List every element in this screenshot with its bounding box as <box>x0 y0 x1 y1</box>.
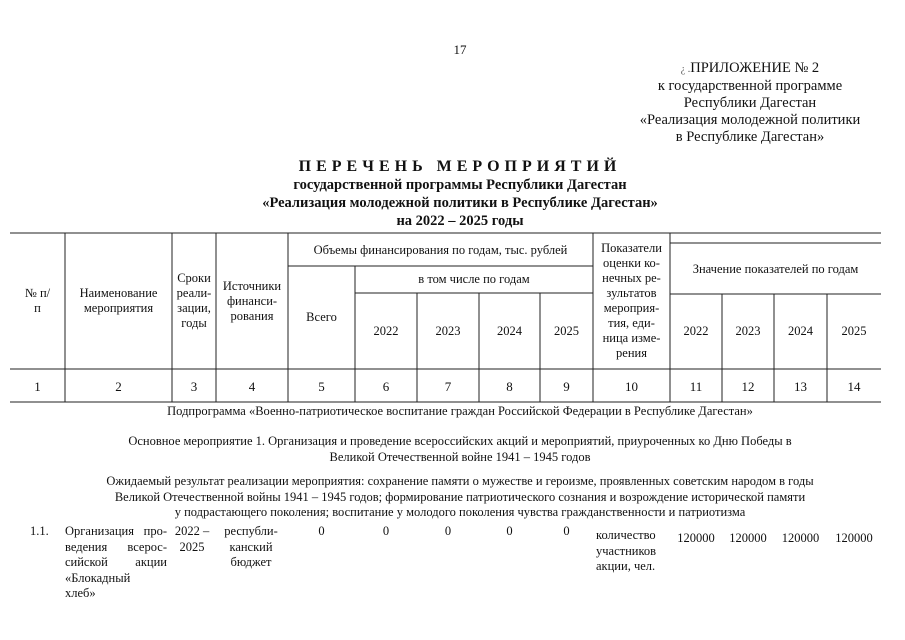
row-source: республи- канский бюджет <box>224 524 278 569</box>
header-sources: Источники финанси-рования <box>222 278 282 323</box>
col-number: 3 <box>190 378 198 394</box>
row-value-2022: 120000 <box>677 531 715 545</box>
col-number: 1 <box>34 378 41 394</box>
title-line-4: на 2022 – 2025 годы <box>396 213 524 229</box>
header-by-year: в том числе по годам <box>418 272 530 286</box>
row-value-2024: 120000 <box>781 531 820 545</box>
header-indicators: Показатели оценки ко-нечных ре-зультатов мероприя-тия, еди-ница изме-рения <box>601 241 662 360</box>
row-2024: 0 <box>506 524 513 538</box>
subprogram-heading: Подпрограмма «Военно-патриотическое воспитание граждан Российской Федерации в Республике Дагестан» <box>167 404 753 418</box>
row-indicator: количество участников акции, чел. <box>596 528 657 573</box>
col-number: 10 <box>625 378 638 394</box>
header-ind-year-2024: 2024 <box>788 324 813 338</box>
appendix-line-1: ¿ .ПРИЛОЖЕНИЕ № 2 <box>680 60 820 76</box>
header-ind-year-2023: 2023 <box>735 324 761 338</box>
page-number: 17 <box>453 42 467 57</box>
header-year-2025: 2025 <box>554 323 579 338</box>
main-event-heading: Основное мероприятие 1. Организация и проведение всероссийских акций и мероприятий, приуроченных ко Дню Победы в Великой Отечественной войне 1941 – 1945 годов <box>128 434 792 464</box>
col-number: 9 <box>563 378 570 394</box>
row-total: 0 <box>318 524 325 538</box>
col-number: 12 <box>741 378 755 394</box>
header-indicator-values: Значение показателей по годам <box>692 261 859 276</box>
col-number: 7 <box>444 378 452 394</box>
row-terms: 2022 – 2025 <box>174 524 210 554</box>
title-line-3: «Реализация молодежной политики в Республике Дагестан» <box>262 195 658 211</box>
header-year-2022: 2022 <box>373 323 399 338</box>
row-value-2023: 120000 <box>729 531 767 545</box>
row-value-2025: 120000 <box>835 531 873 545</box>
appendix-line-2: к государственной программе <box>657 78 843 94</box>
row-2022: 0 <box>382 524 390 538</box>
col-number: 2 <box>115 378 122 394</box>
appendix-line-4: «Реализация молодежной политики <box>639 112 861 128</box>
row-2025: 0 <box>563 524 570 538</box>
header-ind-year-2025: 2025 <box>841 324 867 338</box>
col-number: 5 <box>318 378 325 394</box>
expected-result: Ожидаемый результат реализации мероприятия: сохранение памяти о мужестве и героизме, проявленных советским народом в годы Великой Отечественной войны 1941 – 1945 годов; формирование патриотического сознания и возрождение исторической памяти у подрастающего поколения; воспитание у молодого поколения чувства гражданственности и патриотизма <box>106 474 814 519</box>
col-number: 4 <box>248 378 256 394</box>
col-number: 6 <box>382 378 390 394</box>
header-ind-year-2022: 2022 <box>683 324 709 338</box>
appendix-line-3: Республики Дагестан <box>683 95 817 111</box>
header-year-2023: 2023 <box>435 323 461 338</box>
col-number: 14 <box>847 378 861 394</box>
header-funding-group: Объемы финансирования по годам, тыс. рублей <box>313 242 568 257</box>
col-number: 13 <box>794 378 807 394</box>
title-line-2: государственной программы Республики Дагестан <box>293 177 627 193</box>
header-terms: Сроки реали-зации, годы <box>176 271 212 330</box>
appendix-line-5: в Республике Дагестан» <box>675 129 825 145</box>
row-name: Организация про- ведения всерос- сийской акции «Блокадный хлеб» <box>65 524 167 600</box>
col-number: 8 <box>506 378 513 394</box>
row-2023: 0 <box>444 524 452 538</box>
header-num: № п/п <box>24 286 51 315</box>
title-line-1: ПЕРЕЧЕНЬ МЕРОПРИЯТИЙ <box>298 158 622 175</box>
col-number: 11 <box>689 378 703 394</box>
row-number: 1.1. <box>30 524 49 538</box>
appendix-mark: ¿ . <box>680 64 691 75</box>
header-year-2024: 2024 <box>497 323 522 338</box>
header-name: Наименование мероприятия <box>79 286 158 315</box>
header-total: Всего <box>306 309 337 324</box>
